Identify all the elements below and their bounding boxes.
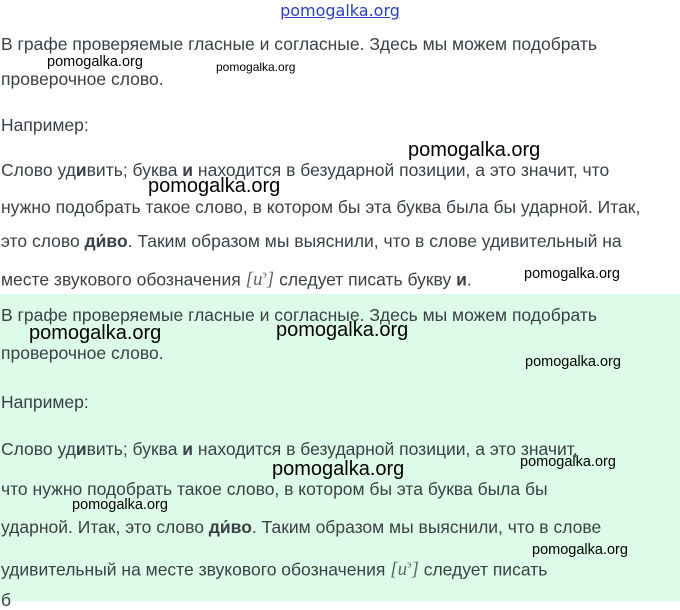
watermark: pomogalka.org (148, 175, 281, 197)
intro-line-2: проверочное слово. (1, 69, 164, 89)
watermark: pomogalka.org (520, 454, 616, 470)
intro-line-1: В графе проверяемые гласные и согласные. Здесь мы можем подобрать (1, 34, 597, 54)
example-label: Например: (1, 392, 89, 412)
watermark: pomogalka.org (47, 54, 143, 70)
example-line-1: Слово удивить; буква и находится в безударной позиции, а это значит, что (1, 160, 610, 180)
watermark: pomogalka.org (272, 458, 405, 480)
example-line-4: удивительный на месте звукового обозначения $[и^э]$ следует писать (1, 559, 548, 581)
watermark: pomogalka.org (532, 542, 628, 558)
site-link[interactable]: pomogalka.org (280, 1, 400, 20)
example-label: Например: (1, 115, 89, 135)
example-line-2: что нужно подобрать такое слово, в котором бы эта буква была бы (1, 479, 548, 499)
example-line-3: ударной. Итак, это слово ди́во. Таким образом мы выяснили, что в слове (1, 517, 602, 537)
intro-line-1: В графе проверяемые гласные и согласные. Здесь мы можем подобрать (1, 305, 597, 325)
ipa-transcription: $[и^э]$ (390, 559, 419, 581)
example-line-2: нужно подобрать такое слово, в котором бы эта буква была бы ударной. Итак, (1, 197, 641, 217)
example-line-1: Слово удивить; буква и находится в безударной позиции, а это значит, (1, 439, 578, 459)
example-line-4: месте звукового обозначения $[и^э]$ следует писать букву и. (1, 269, 472, 291)
watermark: pomogalka.org (408, 139, 541, 161)
watermark: pomogalka.org (29, 322, 162, 344)
watermark: pomogalka.org (525, 354, 621, 370)
example-line-3: это слово ди́во. Таким образом мы выяснили, что в слове удивительный на (1, 231, 622, 251)
watermark: pomogalka.org (524, 266, 620, 282)
watermark: pomogalka.org (276, 319, 409, 341)
watermark: pomogalka.org (72, 497, 168, 513)
ipa-transcription: $[и^э]$ (245, 269, 275, 291)
example-line-5: б (1, 590, 12, 610)
intro-line-2: проверочное слово. (1, 343, 164, 363)
watermark: pomogalka.org (216, 60, 296, 74)
